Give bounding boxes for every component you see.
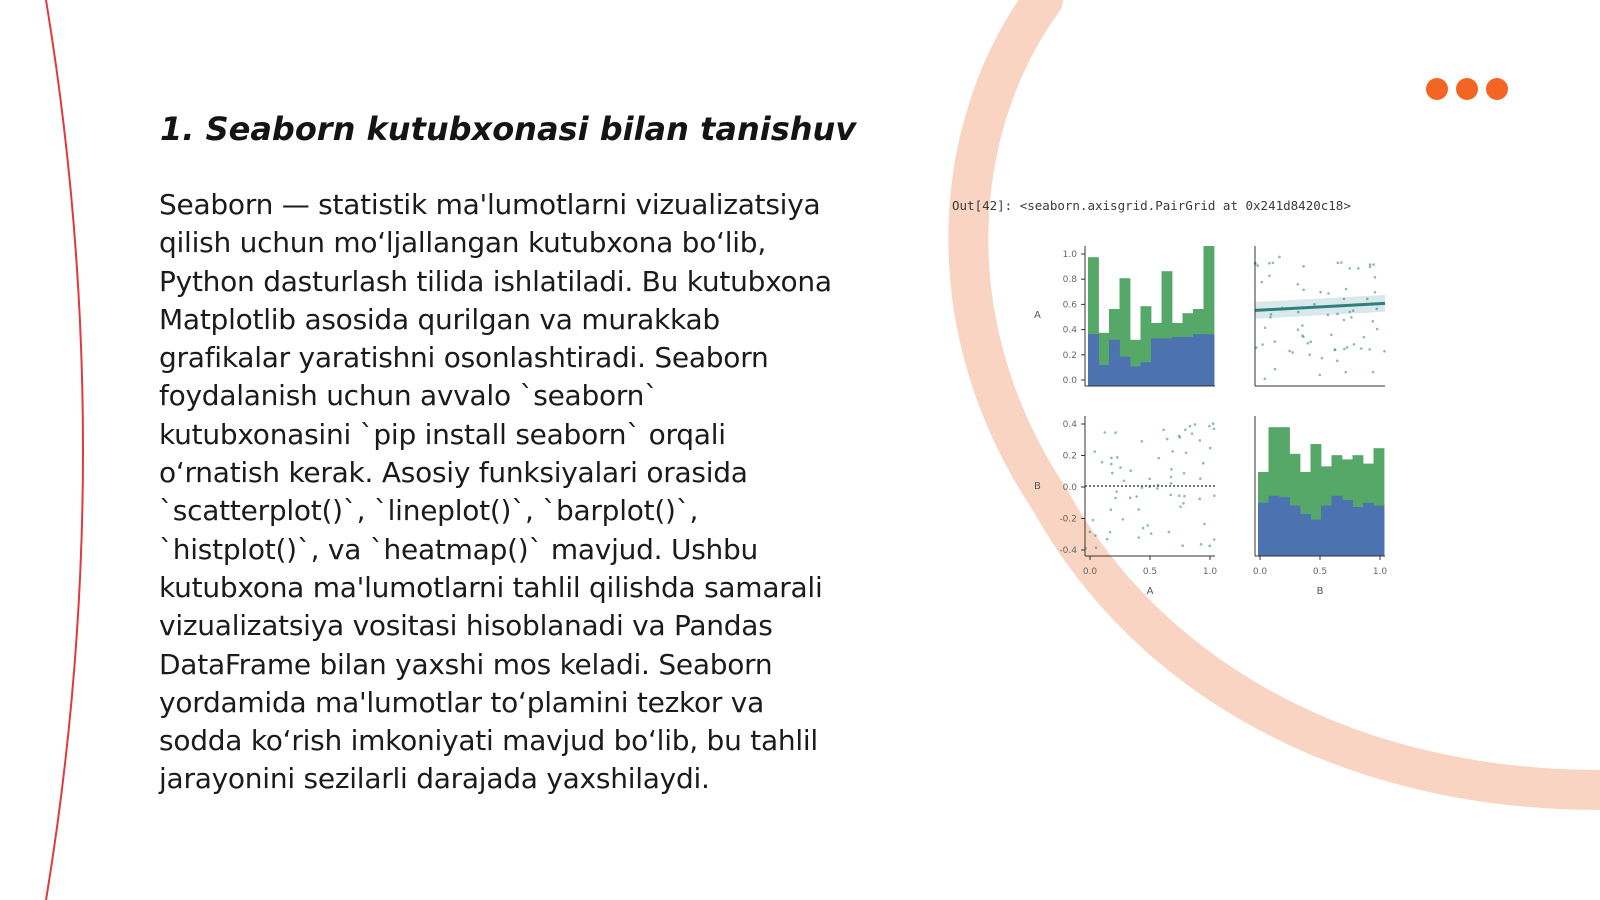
scatter-point (1092, 519, 1095, 522)
hist-bar-blue (1342, 500, 1353, 556)
scatter-point (1256, 264, 1259, 267)
y-tick-label: 0.2 (1062, 451, 1077, 462)
scatter-point (1302, 265, 1305, 268)
scatter-point (1344, 371, 1347, 374)
hist-bar-blue (1279, 497, 1290, 556)
scatter-point (1169, 494, 1172, 497)
scatter-point (1183, 472, 1186, 475)
pairgrid-chart (1030, 236, 1430, 616)
scatter-point (1278, 256, 1281, 259)
scatter-point (1353, 343, 1356, 346)
x-tick-label: 0.0 (1252, 567, 1268, 577)
scatter-point (1094, 534, 1097, 537)
scatter-point (1346, 346, 1349, 349)
scatter-point (1111, 472, 1114, 475)
scatter-point (1372, 263, 1375, 266)
hist-bar-blue (1088, 334, 1099, 386)
scatter-point (1261, 281, 1264, 284)
y-tick-label: -0.4 (1059, 546, 1077, 556)
scatter-point (1101, 461, 1104, 464)
hist-bar-blue (1311, 520, 1322, 556)
scatter-point (1288, 350, 1291, 353)
y-tick-label: 0.8 (1062, 275, 1077, 286)
scatter-point (1183, 495, 1186, 498)
scatter-point (1203, 523, 1206, 526)
scatter-point (1199, 477, 1202, 480)
hist-bar-blue (1130, 366, 1141, 386)
scatter-point (1137, 508, 1140, 511)
hist-bar-blue (1141, 362, 1152, 386)
hist-bar-blue (1204, 334, 1215, 386)
scatter-point (1291, 351, 1294, 354)
scatter-point (1104, 431, 1107, 434)
hist-bar-blue (1109, 340, 1120, 386)
scatter-point (1297, 283, 1300, 286)
scatter-point (1274, 368, 1277, 371)
scatter-point (1123, 479, 1126, 482)
hist-bar-blue (1099, 365, 1110, 386)
x-tick-label: 0.5 (1142, 567, 1158, 577)
scatter-point (1140, 440, 1143, 443)
scatter-point (1171, 450, 1174, 453)
scatter-point (1142, 527, 1145, 530)
hist-bar-blue (1374, 506, 1385, 556)
scatter-point (1129, 469, 1132, 472)
scatter-point (1343, 319, 1346, 322)
scatter-point (1309, 341, 1312, 344)
hist-bar-blue (1269, 496, 1280, 556)
scatter-point (1336, 360, 1339, 363)
scatter-point (1198, 498, 1201, 501)
scatter-point (1383, 350, 1386, 353)
scatter-point (1166, 438, 1169, 441)
scatter-point (1135, 495, 1138, 498)
scatter-point (1319, 291, 1322, 294)
scatter-point (1340, 261, 1343, 264)
scatter-point (1170, 482, 1173, 485)
scatter-point (1202, 462, 1205, 465)
scatter-point (1301, 324, 1304, 327)
scatter-point (1321, 357, 1324, 360)
y-tick-label: -0.2 (1059, 514, 1077, 525)
x-axis-label-a: A (1146, 586, 1154, 597)
x-tick-label: 0.5 (1312, 567, 1328, 577)
scatter-point (1360, 347, 1363, 350)
scatter-point (1162, 429, 1165, 432)
hist-bar-blue (1332, 496, 1343, 556)
scatter-point (1213, 427, 1216, 430)
scatter-point (1199, 439, 1202, 442)
scatter-point (1368, 348, 1371, 351)
scatter-point (1297, 328, 1300, 331)
hist-bar-blue (1193, 334, 1204, 386)
hist-bar-blue (1258, 503, 1269, 556)
scatter-point (1376, 328, 1379, 331)
scatter-point (1350, 316, 1353, 319)
scatter-point (1209, 447, 1212, 450)
scatter-point (1156, 487, 1159, 490)
y-tick-label: 0.0 (1062, 483, 1077, 493)
x-tick-label: 1.0 (1372, 567, 1388, 577)
scatter-point (1170, 468, 1173, 471)
scatter-point (1178, 494, 1181, 497)
scatter-point (1345, 288, 1348, 291)
hist-bar-blue (1120, 357, 1131, 386)
scatter-point (1357, 267, 1360, 270)
scatter-point (1213, 538, 1216, 541)
hist-bar-blue (1183, 337, 1194, 386)
x-axis-label-b: B (1316, 586, 1324, 597)
slide-title: 1. Seaborn kutubxonasi bilan tanishuv (160, 110, 857, 148)
y-tick-label: 1.0 (1062, 250, 1077, 260)
scatter-point (1302, 289, 1305, 292)
hist-bar-blue (1363, 503, 1374, 556)
slide-body-text: Seaborn — statistik ma'lumotlarni vizualizatsiya qilish uchun mo‘ljallangan kutubxona bo‘lib, Python dasturlash tilida ishlatiladi. Bu kutubxona Matplotlib asosida qurilgan va murakkab grafikalar yaratishni osonlashtiradi. Seaborn foydalanish uchun avvalo `seaborn` kutubxonasini `pip install seaborn` orqali o‘rnatish kerak. Asosiy funksiyalari orasida `scatterplot()`, `lineplot()`, `barplot()`, `histplot()`, va `heatmap()` mavjud. Ushbu kutubxona ma'lumotlarni tahlil qilishda samarali vizualizatsiya vositasi hisoblanadi va Pandas DataFrame bilan yaxshi mos keladi. Seaborn yordamida ma'lumotlar to‘plamini tezkor va sodda ko‘rish imkoniyati mavjud bo‘lib, bu tahlil jarayonini sezilarli darajada yaxshilaydi. (159, 188, 832, 796)
scatter-point (1179, 505, 1182, 508)
scatter-point (1141, 486, 1144, 489)
x-tick-label: 0.0 (1082, 567, 1098, 577)
scatter-point (1110, 508, 1113, 511)
scatter-point (1343, 348, 1346, 351)
scatter-point (1213, 494, 1216, 497)
scatter-point (1208, 425, 1211, 428)
scatter-point (1337, 262, 1340, 265)
scatter-point (1106, 538, 1109, 541)
menu-dots-icon (1426, 78, 1508, 100)
scatter-point (1261, 343, 1264, 346)
code-output-label: Out[42]: <seaborn.axisgrid.PairGrid at 0x241d8420c18> (952, 198, 1351, 213)
scatter-point (1122, 518, 1125, 521)
y-axis-label-b: B (1034, 481, 1041, 492)
scatter-point (1330, 334, 1333, 337)
y-axis-label-a: A (1034, 310, 1041, 321)
scatter-point (1181, 544, 1184, 547)
scatter-point (1191, 432, 1194, 435)
dot-icon (1486, 78, 1508, 100)
scatter-point (1208, 545, 1211, 548)
scatter-point (1212, 422, 1215, 425)
scatter-point (1363, 336, 1366, 339)
scatter-point (1089, 531, 1092, 534)
scatter-point (1095, 547, 1098, 550)
scatter-point (1268, 262, 1271, 265)
hist-bar-blue (1300, 514, 1311, 556)
scatter-point (1148, 477, 1151, 480)
scatter-point (1349, 267, 1352, 270)
scatter-point (1137, 536, 1140, 539)
y-tick-label: 0.2 (1062, 350, 1077, 361)
hist-bar-blue (1353, 507, 1364, 556)
y-tick-label: 0.6 (1062, 300, 1077, 311)
scatter-point (1114, 431, 1117, 434)
dot-icon (1456, 78, 1478, 100)
scatter-point (1372, 371, 1375, 374)
scatter-point (1369, 263, 1372, 266)
scatter-point (1109, 531, 1112, 534)
y-tick-label: 0.4 (1062, 420, 1077, 430)
scatter-point (1150, 532, 1153, 535)
scatter-point (1129, 496, 1132, 499)
scatter-point (1168, 531, 1171, 534)
scatter-point (1272, 262, 1275, 265)
scatter-point (1182, 502, 1185, 505)
scatter-point (1374, 291, 1377, 294)
scatter-point (1185, 451, 1188, 454)
y-tick-label: 0.0 (1062, 376, 1077, 386)
scatter-point (1157, 457, 1160, 460)
scatter-point (1178, 436, 1181, 439)
scatter-point (1334, 349, 1337, 352)
hist-bar-blue (1321, 506, 1332, 556)
scatter-point (1268, 274, 1271, 277)
scatter-point (1110, 463, 1113, 466)
scatter-point (1170, 476, 1173, 479)
scatter-point (1306, 342, 1309, 345)
scatter-point (1116, 456, 1119, 459)
scatter-point (1327, 292, 1330, 295)
scatter-point (1115, 490, 1118, 493)
scatter-point (1114, 497, 1117, 500)
scatter-point (1184, 429, 1187, 432)
dot-icon (1426, 78, 1448, 100)
y-tick-label: 0.4 (1062, 325, 1077, 336)
x-tick-label: 1.0 (1202, 567, 1218, 577)
scatter-point (1119, 466, 1122, 469)
scatter-point (1093, 450, 1096, 453)
scatter-point (1301, 334, 1304, 337)
scatter-point (1110, 457, 1113, 460)
left-accent-line (46, 0, 83, 900)
scatter-point (1194, 423, 1197, 426)
hist-bar-blue (1172, 337, 1183, 386)
scatter-point (1374, 276, 1377, 279)
scatter-point (1200, 543, 1203, 546)
scatter-point (1146, 524, 1149, 527)
scatter-point (1264, 326, 1267, 329)
hist-bar-blue (1290, 506, 1301, 556)
scatter-point (1189, 425, 1192, 428)
scatter-point (1274, 340, 1277, 343)
scatter-point (1264, 378, 1267, 381)
scatter-point (1308, 353, 1311, 356)
scatter-point (1318, 374, 1321, 377)
hist-bar-blue (1162, 338, 1173, 386)
scatter-point (1372, 320, 1375, 323)
hist-bar-blue (1151, 338, 1162, 386)
